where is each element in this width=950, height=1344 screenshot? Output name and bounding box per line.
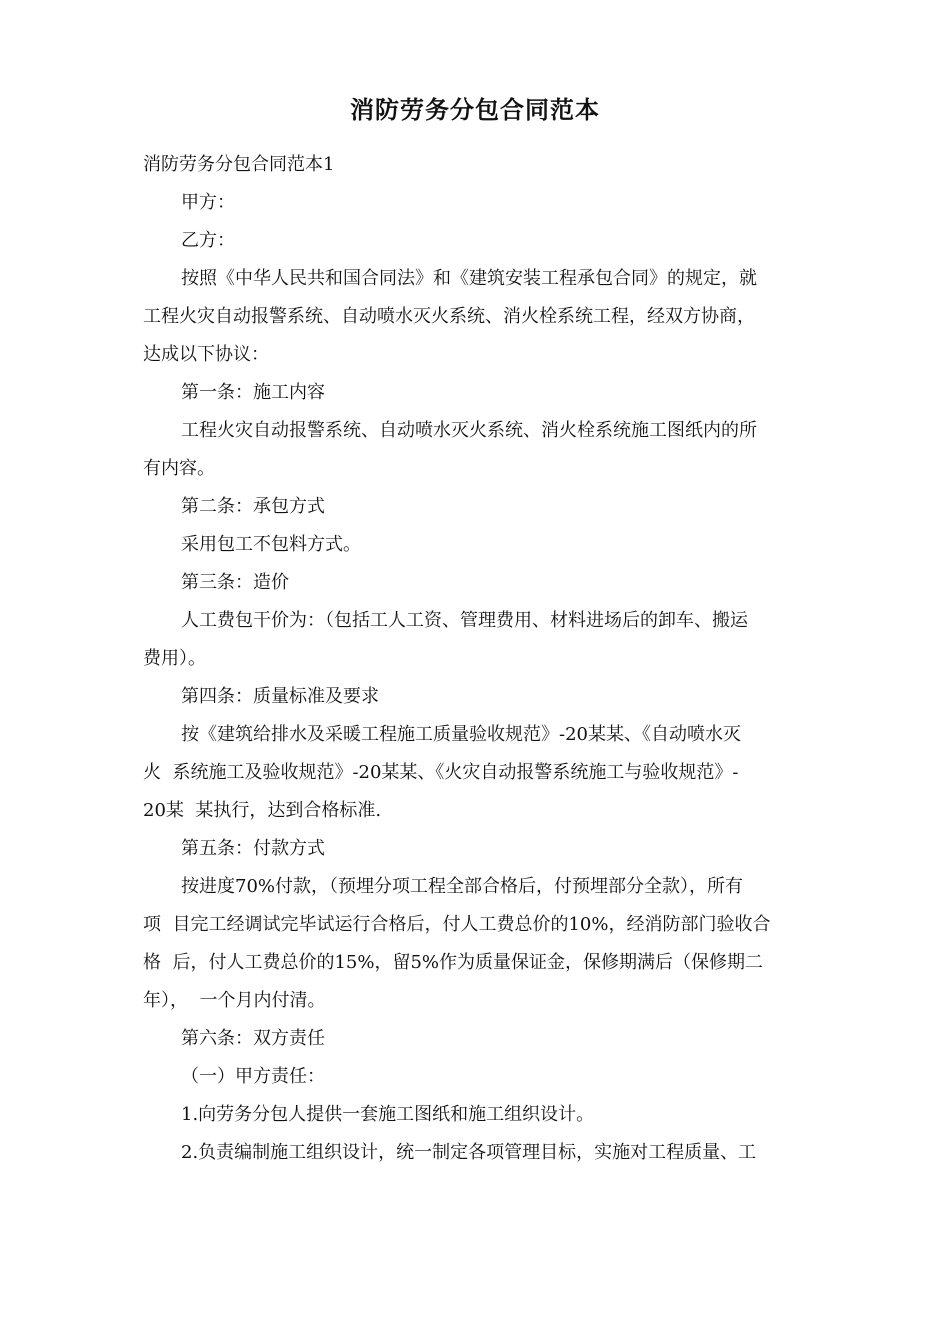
intro-line: 达成以下协议： [143, 344, 269, 365]
article-3-line: 费用）。 [143, 648, 206, 669]
intro-line: 工程火灾自动报警系统、自动喷水灭火系统、消火栓系统工程，经双方协商， [143, 306, 755, 327]
article-6-item-1: 1.向劳务分包人提供一套施工图纸和施工组织设计。 [181, 1104, 595, 1125]
article-1-line: 工程火灾自动报警系统、自动喷水灭火系统、消火栓系统施工图纸内的所 [181, 420, 757, 441]
party-a-label: 甲方： [181, 192, 235, 213]
article-3-text [143, 602, 808, 678]
article-6-heading: 第六条：双方责任 [181, 1028, 325, 1049]
party-b-label: 乙方： [181, 230, 235, 251]
article-2-heading: 第二条：承包方式 [181, 496, 325, 517]
intro-line: 按照《中华人民共和国合同法》和《建筑安装工程承包合同》的规定，就 [181, 268, 757, 289]
article-4-line: 按《建筑给排水及采暖工程施工质量验收规范》-20某某、《自动喷水灭 [181, 724, 741, 745]
article-5-heading: 第五条：付款方式 [181, 838, 325, 859]
article-1-text [143, 412, 808, 488]
article-5-line: 年）， 一个月内付清。 [143, 990, 326, 1011]
article-4-text [143, 716, 808, 830]
intro-paragraph [143, 260, 808, 374]
article-4-line: 火 系统施工及验收规范》-20某某、《火灾自动报警系统施工与验收规范》- [143, 762, 739, 783]
article-1-heading: 第一条：施工内容 [181, 382, 325, 403]
article-6-subheading-party-a: （一）甲方责任： [181, 1066, 325, 1087]
article-1-line: 有内容。 [143, 458, 215, 479]
article-5-line: 按进度70%付款，（预埋分项工程全部合格后，付预埋部分全款），所有 [181, 876, 744, 897]
article-3-line: 人工费包干价为：（包括工人工资、管理费用、材料进场后的卸车、搬运 [181, 610, 748, 631]
article-5-line: 格 后，付人工费总价的15%，留5%作为质量保证金，保修期满后（保修期二 [143, 952, 764, 973]
article-5-line: 项 目完工经调试完毕试运行合格后，付人工费总价的10%，经消防部门验收合 [143, 914, 771, 935]
article-4-line: 20某 某执行，达到合格标准. [143, 800, 382, 821]
document-title: 消防劳务分包合同范本 [350, 96, 600, 124]
article-5-text [143, 868, 808, 1020]
article-4-heading: 第四条：质量标准及要求 [181, 686, 379, 707]
article-2-text: 采用包工不包料方式。 [181, 534, 361, 555]
contract-subtitle: 消防劳务分包合同范本1 [143, 154, 335, 175]
document-body [143, 146, 808, 1172]
article-3-heading: 第三条：造价 [181, 572, 289, 593]
article-6-item-2: 2.负责编制施工组织设计，统一制定各项管理目标，实施对工程质量、工 [181, 1142, 757, 1163]
